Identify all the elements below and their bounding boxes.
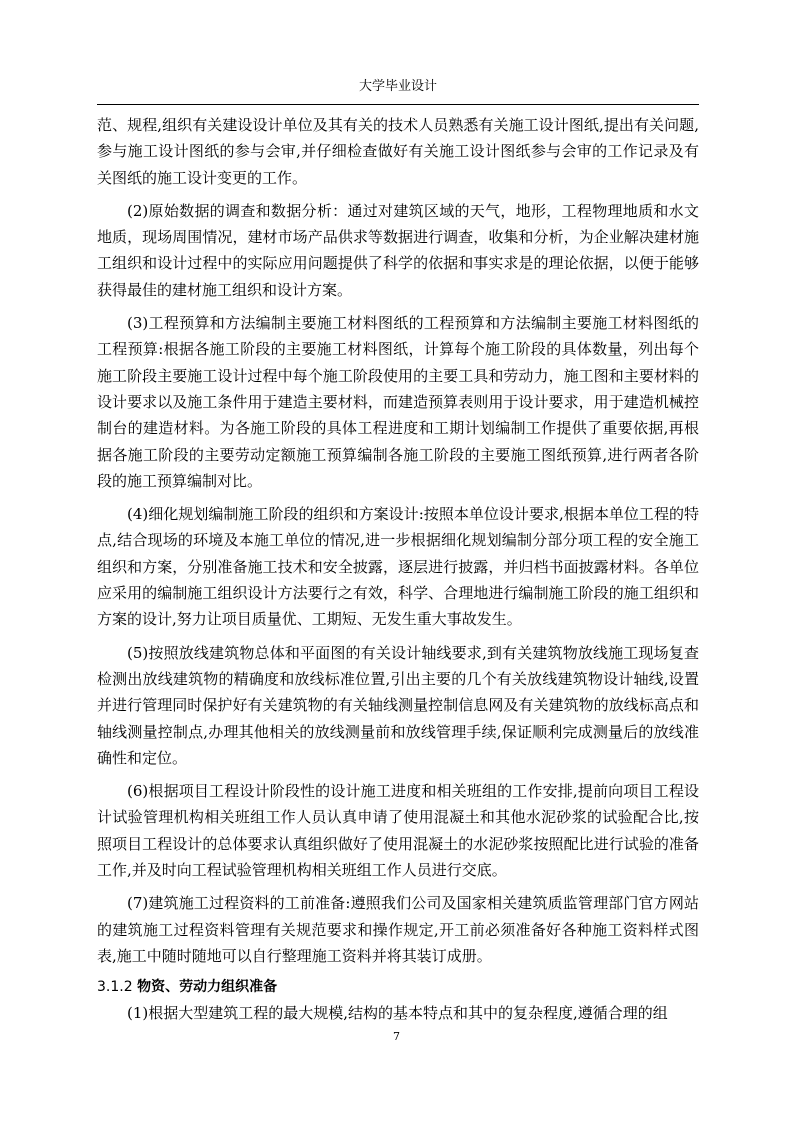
page-header (97, 78, 699, 105)
paragraph-next-section-1: (1)根据大型建筑工程的最大规模,结构的基本特点和其中的复杂程度,遵循合理的组 (127, 1004, 668, 1023)
paragraph-item-6: (6)根据项目工程设计阶段性的设计施工进度和相关班组的工作安排,提前向项目工程设计试验管理机构相关班组工作人员认真申请了使用混凝土和其他水泥砂浆的试验配合比,按照项目工程设计的总体要求认真组织做好了使用混凝土的水泥砂浆按照配比进行试验的准备工作,并及时向工程试验管理机构相关班组工作人员进行交底。 (97, 782, 699, 880)
paragraph-continuation: 范、规程,组织有关建设设计单位及其有关的技术人员熟悉有关施工设计图纸,提出有关问题,参与施工设计图纸的参与会审,并仔细检查做好有关施工设计图纸参与会审的工作记录及有关图纸的施工设计变更的工作。 (97, 116, 699, 187)
paragraph-item-4: (4)细化规划编制施工阶段的组织和方案设计:按照本单位设计要求,根据本单位工程的特点,结合现场的环境及本施工单位的情况,进一步根据细化规划编制分部分项工程的安全施工组织和方案，分别准备施工技术和安全披露，逐层进行披露，并归档书面披露材料。各单位应采用的编制施工组织设计方法要行之有效，科学、合理地进行编制施工阶段的施工组织和方案的设计,努力让项目质量优、工期短、无发生重大事故发生。 (97, 505, 699, 629)
section-title: 物资、劳动力组织准备 (137, 979, 278, 996)
paragraph-item-3: (3)工程预算和方法编制主要施工材料图纸的工程预算和方法编制主要施工材料图纸的工程预算:根据各施工阶段的主要施工材料图纸，计算每个施工阶段的具体数量，列出每个施工阶段主要施工设计过程中每个施工阶段使用的主要工具和劳动力，施工图和主要材料的设计要求以及施工条件用于建造主要材料，而建造预算表则用于设计要求，用于建造机械控制台的建造材料。为各施工阶段的具体工程进度和工期计划编制工作提供了重要依据,再根据各施工阶段的主要劳动定额施工预算编制各施工阶段的主要施工图纸预算,进行两者各阶段的施工预算编制对比。 (97, 314, 699, 490)
section-heading (97, 976, 699, 998)
header-title: 大学毕业设计 (358, 79, 437, 94)
page-number: 7 (393, 1030, 400, 1043)
paragraph-item-2: (2)原始数据的调查和数据分析：通过对建筑区域的天气，地形，工程物理地质和水文地质，现场周围情况，建材市场产品供求等数据进行调查，收集和分析，为企业解决建材施工组织和设计过程中的实际应用问题提供了科学的依据和事实求是的理论依据，以便于能够获得最佳的建材施工组织和设计方案。 (97, 201, 699, 299)
paragraph-item-7: (7)建筑施工过程资料的工前准备:遵照我们公司及国家相关建筑质监管理部门官方网站的建筑施工过程资料管理有关规范要求和操作规定,开工前必须准备好各种施工资料样式图表,施工中随时随地可以自行整理施工资料并将其装订成册。 (97, 894, 699, 965)
paragraph-item-5: (5)按照放线建筑物总体和平面图的有关设计轴线要求,到有关建筑物放线施工现场复查检测出放线建筑物的精确度和放线标准位置,引出主要的几个有关放线建筑物设计轴线,设置并进行管理同时保护好有关建筑物的有关轴线测量控制信息网及有关建筑物的放线标高点和轴线测量控制点,办理其他相关的放线测量前和放线管理手续,保证顺利完成测量后的放线准确性和定位。 (97, 643, 699, 767)
document-body (97, 112, 699, 1034)
section-number: 3.1.2 (97, 979, 133, 996)
